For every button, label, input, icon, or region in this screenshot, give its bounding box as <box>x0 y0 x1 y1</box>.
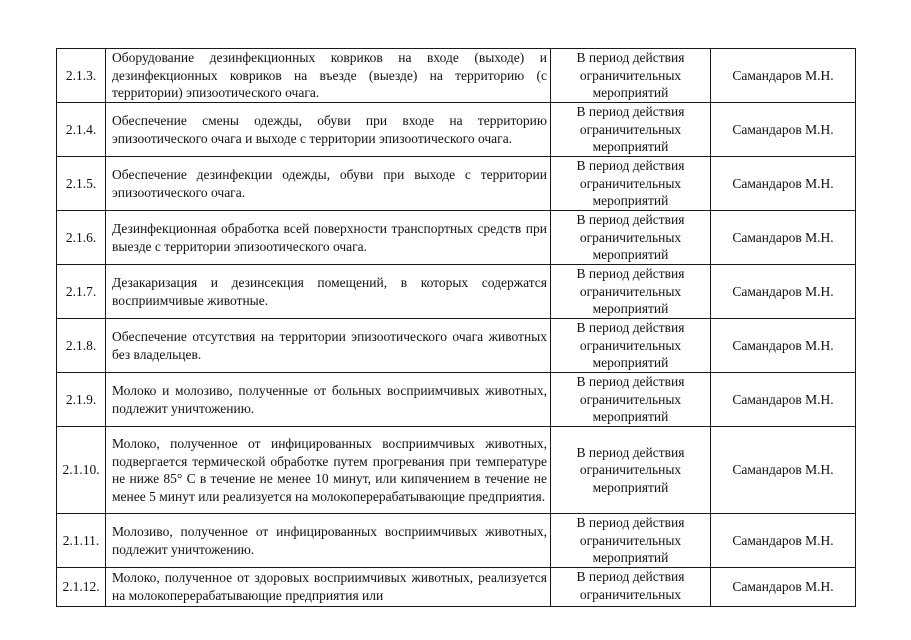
item-number: 2.1.12. <box>57 568 106 607</box>
measures-table <box>56 48 856 607</box>
item-number: 2.1.10. <box>57 427 106 514</box>
item-number: 2.1.4. <box>57 103 106 157</box>
responsible-person: Самандаров М.Н. <box>711 319 856 373</box>
measure-period: В период действия ограничительных мероприятий <box>551 373 711 427</box>
measure-description: Молоко, полученное от инфицированных восприимчивых животных, подвергается термической обработке путем прогревания при температуре не ниже 85° С в течение не менее 10 минут, или кипячением в течение не менее 5 минут или реализуется на молокоперерабатывающие предприятия. <box>106 427 551 514</box>
measure-period: В период действия ограничительных мероприятий <box>551 265 711 319</box>
measure-period: В период действия ограничительных мероприятий <box>551 319 711 373</box>
table-row <box>57 157 856 211</box>
table-row <box>57 211 856 265</box>
measure-period: В период действия ограничительных мероприятий <box>551 103 711 157</box>
table-row <box>57 514 856 568</box>
measure-period: В период действия ограничительных мероприятий <box>551 514 711 568</box>
responsible-person: Самандаров М.Н. <box>711 568 856 607</box>
table-row <box>57 568 856 607</box>
measure-period: В период действия ограничительных мероприятий <box>551 49 711 103</box>
item-number: 2.1.7. <box>57 265 106 319</box>
measure-description: Молоко, полученное от здоровых восприимчивых животных, реализуется на молокоперерабатывающие предприятия или <box>106 568 551 607</box>
table-row <box>57 265 856 319</box>
item-number: 2.1.8. <box>57 319 106 373</box>
item-number: 2.1.9. <box>57 373 106 427</box>
measure-period: В период действия ограничительных мероприятий <box>551 427 711 514</box>
table-row <box>57 49 856 103</box>
responsible-person: Самандаров М.Н. <box>711 157 856 211</box>
responsible-person: Самандаров М.Н. <box>711 373 856 427</box>
measure-description: Обеспечение дезинфекции одежды, обуви при выходе с территории эпизоотического очага. <box>106 157 551 211</box>
measure-period: В период действия ограничительных мероприятий <box>551 211 711 265</box>
responsible-person: Самандаров М.Н. <box>711 211 856 265</box>
responsible-person: Самандаров М.Н. <box>711 49 856 103</box>
table-row <box>57 373 856 427</box>
item-number: 2.1.6. <box>57 211 106 265</box>
measure-description: Обеспечение отсутствия на территории эпизоотического очага животных без владельцев. <box>106 319 551 373</box>
measure-description: Молоко и молозиво, полученные от больных восприимчивых животных, подлежит уничтожению. <box>106 373 551 427</box>
responsible-person: Самандаров М.Н. <box>711 427 856 514</box>
table-row <box>57 103 856 157</box>
measure-description: Дезакаризация и дезинсекция помещений, в которых содержатся восприимчивые животные. <box>106 265 551 319</box>
measure-period: В период действия ограничительных <box>551 568 711 607</box>
measure-description: Обеспечение смены одежды, обуви при входе на территорию эпизоотического очага и выходе с территории эпизоотического очага. <box>106 103 551 157</box>
table-row <box>57 427 856 514</box>
measure-description: Оборудование дезинфекционных ковриков на входе (выходе) и дезинфекционных ковриков на въезде (выезде) на территорию (с территории) эпизоотического очага. <box>106 49 551 103</box>
item-number: 2.1.11. <box>57 514 106 568</box>
responsible-person: Самандаров М.Н. <box>711 103 856 157</box>
responsible-person: Самандаров М.Н. <box>711 514 856 568</box>
responsible-person: Самандаров М.Н. <box>711 265 856 319</box>
item-number: 2.1.5. <box>57 157 106 211</box>
measure-description: Молозиво, полученное от инфицированных восприимчивых животных, подлежит уничтожению. <box>106 514 551 568</box>
measure-description: Дезинфекционная обработка всей поверхности транспортных средств при выезде с территории эпизоотического очага. <box>106 211 551 265</box>
item-number: 2.1.3. <box>57 49 106 103</box>
table-row <box>57 319 856 373</box>
measure-period: В период действия ограничительных мероприятий <box>551 157 711 211</box>
